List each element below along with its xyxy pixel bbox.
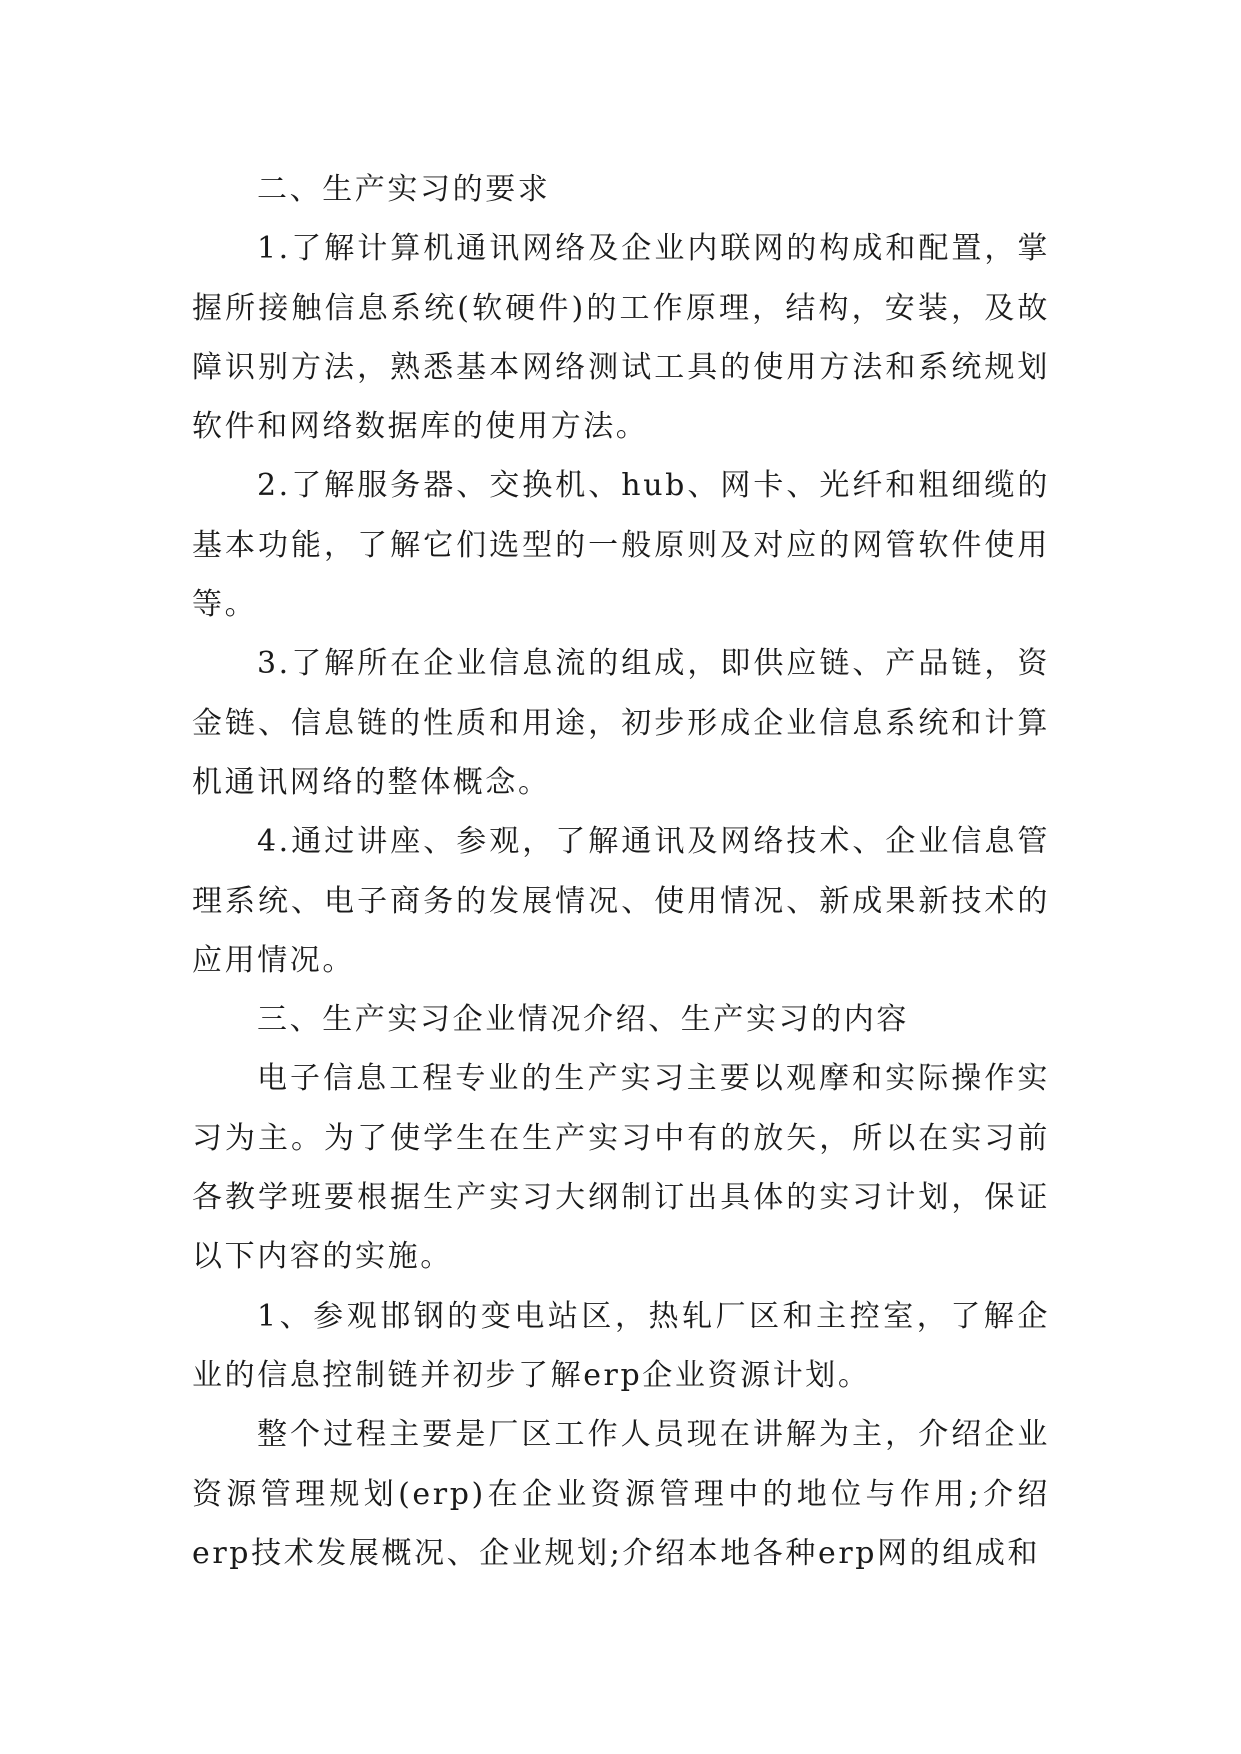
paragraph-content-detail: 整个过程主要是厂区工作人员现在讲解为主，介绍企业资源管理规划(erp)在企业资源管理中的地位与作用;介绍erp技术发展概况、企业规划;介绍本地各种erp网的组成和: [192, 1417, 1050, 1571]
section-heading-content: 三、生产实习企业情况介绍、生产实习的内容: [257, 1002, 909, 1038]
paragraph-requirement-4: 4.通过讲座、参观，了解通讯及网络技术、企业信息管理系统、电子商务的发展情况、使用情况、新成果新技术的应用情况。: [192, 824, 1050, 978]
paragraph-content-1: 1、参观邯钢的变电站区，热轧厂区和主控室，了解企业的信息控制链并初步了解erp企业资源计划。: [192, 1298, 1050, 1393]
paragraph-requirement-1: 1.了解计算机通讯网络及企业内联网的构成和配置，掌握所接触信息系统(软硬件)的工作原理，结构，安装，及故障识别方法，熟悉基本网络测试工具的使用方法和系统规划软件和网络数据库的使用方法。: [192, 231, 1050, 445]
document-body: [192, 160, 1050, 1583]
paragraph-requirement-2: 2.了解服务器、交换机、hub、网卡、光纤和粗细缆的基本功能，了解它们选型的一般原则及对应的网管软件使用等。: [192, 468, 1050, 623]
paragraph-requirement-3: 3.了解所在企业信息流的组成，即供应链、产品链，资金链、信息链的性质和用途，初步形成企业信息系统和计算机通讯网络的整体概念。: [192, 646, 1050, 800]
section-heading-requirements: 二、生产实习的要求: [257, 172, 551, 207]
paragraph-content-intro: 电子信息工程专业的生产实习主要以观摩和实际操作实习为主。为了使学生在生产实习中有的放矢，所以在实习前各教学班要根据生产实习大纲制订出具体的实习计划，保证以下内容的实施。: [192, 1061, 1050, 1275]
